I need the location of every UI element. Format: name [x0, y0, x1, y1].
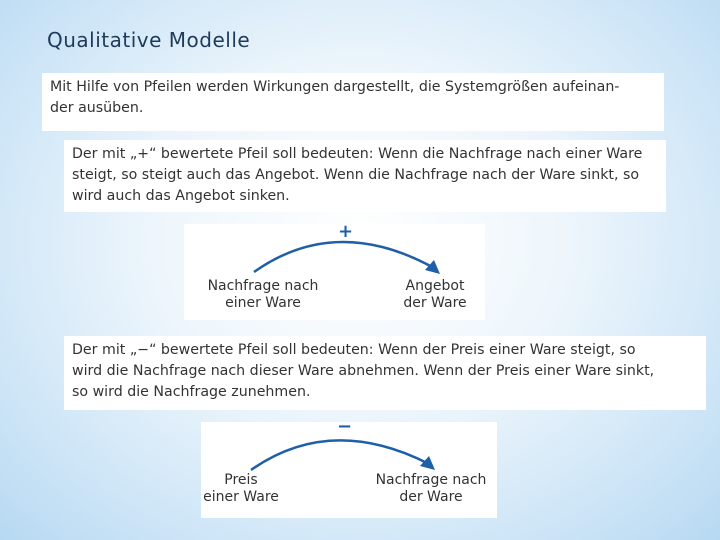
positive-line-3: wird auch das Angebot sinken.: [72, 188, 290, 204]
negative-arrow-diagram: [201, 416, 497, 518]
positive-source-label: [198, 278, 328, 312]
negative-source-label: [201, 472, 281, 506]
positive-target-label: [390, 278, 480, 312]
positive-source-line-1: Nachfrage nach: [207, 278, 319, 294]
intro-text-box: [42, 73, 664, 131]
negative-source-line-2: einer Ware: [203, 489, 279, 505]
plus-sign: +: [338, 221, 354, 242]
positive-line-1: Der mit „+“ bewertete Pfeil soll bedeuten: Wenn die Nachfrage nach einer Ware: [72, 146, 643, 162]
minus-sign: −: [337, 416, 353, 437]
slide-title: Qualitative Modelle: [47, 28, 251, 52]
negative-arrowhead: [420, 456, 435, 470]
negative-line-2: wird die Nachfrage nach dieser Ware abnehmen. Wenn der Preis einer Ware sinkt,: [72, 363, 655, 379]
negative-arrow-explanation: [64, 336, 706, 410]
positive-arrow-curve: [254, 242, 434, 272]
positive-target-line-1: Angebot: [405, 278, 465, 294]
negative-source-line-1: Preis: [224, 472, 258, 488]
negative-target-line-1: Nachfrage nach: [375, 472, 487, 488]
negative-target-line-2: der Ware: [399, 489, 463, 505]
negative-line-3: so wird die Nachfrage zunehmen.: [72, 384, 311, 400]
intro-line-1: Mit Hilfe von Pfeilen werden Wirkungen dargestellt, die Systemgrößen aufeinan-: [50, 79, 620, 95]
negative-line-1: Der mit „−“ bewertete Pfeil soll bedeuten: Wenn der Preis einer Ware steigt, so: [72, 342, 636, 358]
positive-arrow-diagram: [184, 221, 485, 320]
positive-source-line-2: einer Ware: [225, 295, 301, 311]
positive-arrowhead: [425, 260, 440, 274]
negative-arrow-curve: [251, 440, 429, 470]
negative-target-label: [371, 472, 491, 506]
positive-arrow-explanation: [64, 140, 666, 212]
intro-line-2: der ausüben.: [50, 100, 144, 116]
positive-target-line-2: der Ware: [403, 295, 467, 311]
positive-line-2: steigt, so steigt auch das Angebot. Wenn die Nachfrage nach der Ware sinkt, so: [72, 167, 640, 183]
